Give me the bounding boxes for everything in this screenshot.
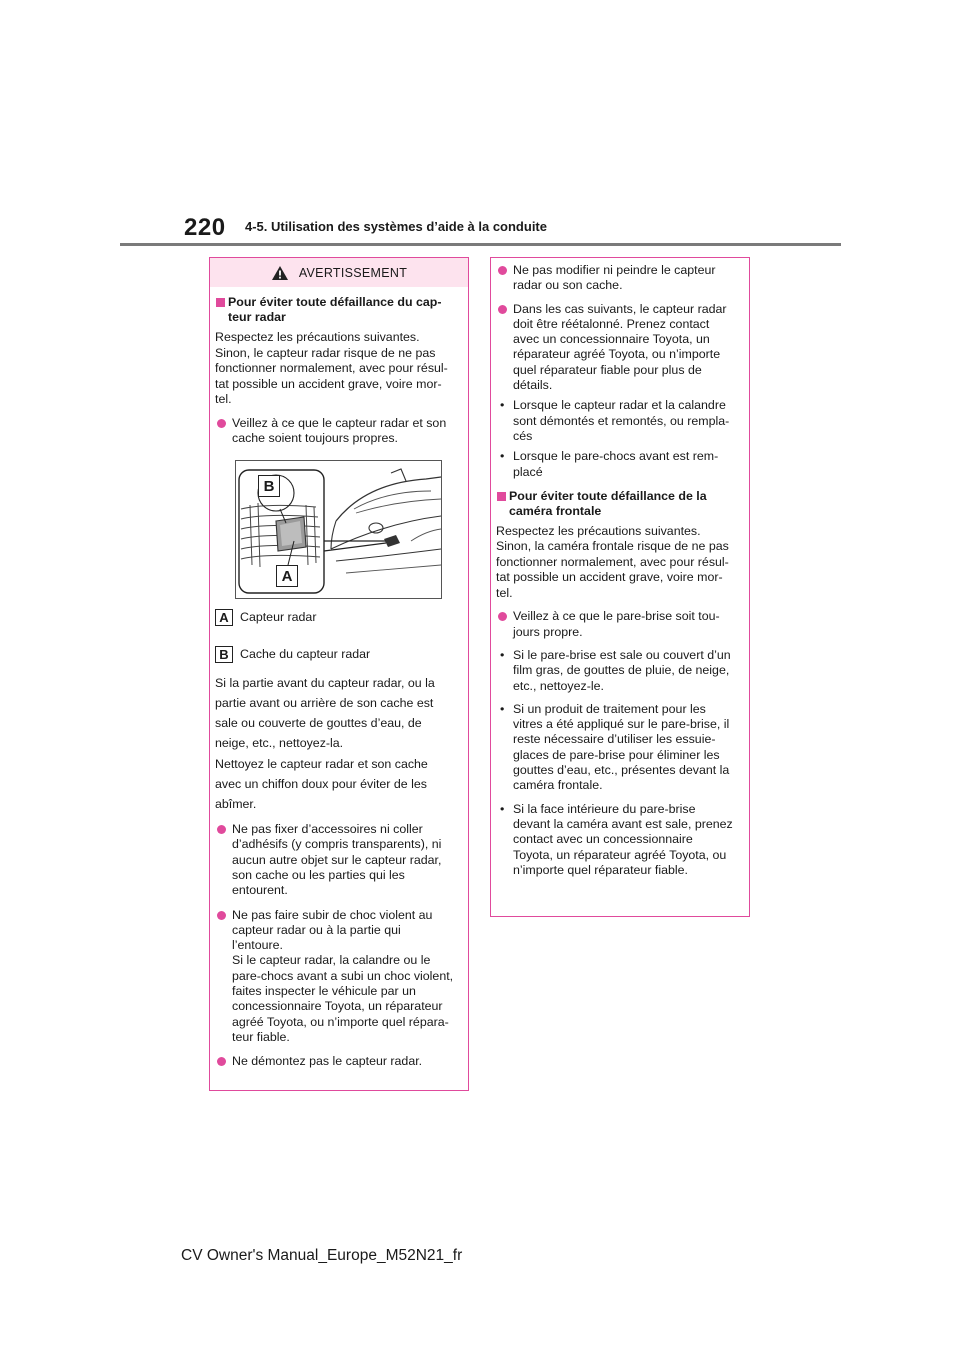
warning-header (210, 258, 468, 287)
sub-item-text: Si le pare-brise est sale ou couvert d’un film gras, de gouttes de pluie, de neige, etc., nettoyez-le. (513, 647, 731, 693)
legend-tag-a: A (215, 609, 233, 626)
warning-box-right (490, 257, 750, 917)
bullet-item: Ne démontez pas le capteur radar. (215, 1054, 462, 1069)
warning-box-left (209, 257, 469, 1091)
page-header (0, 0, 960, 250)
legend-text-b: Cache du capteur radar (240, 647, 371, 662)
bullet-item: Ne pas fixer d’accessoires ni coller d’adhésifs (y compris transparents), ni aucun autre objet sur le capteur radar, son cache ou les parties qui les entourent. (215, 822, 462, 898)
bullet-item: Veillez à ce que le capteur radar et son cache soient toujours propres. (215, 416, 462, 447)
bullet-item: Dans les cas suivants, le capteur radar doit être réétalonné. Prenez contact avec un concessionnaire Toyota, un réparateur agréé Toyota, ou n’importe quel réparateur fiable pour plus de détails. (496, 302, 743, 394)
sub-item-text: Lorsque le pare-chocs avant est rem- placé (513, 449, 719, 479)
section-heading-camera: Pour éviter toute défaillance de la caméra frontale (496, 489, 743, 519)
section-title: 4-5. Utilisation des systèmes d’aide à la conduite (245, 219, 547, 234)
sub-item: • Lorsque le capteur radar et la calandre sont démontés et remontés, ou rempla- cés (500, 398, 730, 443)
warning-triangle-icon (271, 265, 289, 281)
cleaning-paragraph: Si la partie avant du capteur radar, ou la partie avant ou arrière de son cache est sale ou couverte de gouttes d’eau, de neige, etc., nettoyez-la. (215, 676, 435, 751)
legend-item-b (215, 645, 462, 663)
sub-item-text: Si la face intérieure du pare-brise devant la caméra avant est sale, prenez contact avec un concessionnaire Toyota, un réparateur agréé Toyota, ou n’importe quel réparateur fiable. (513, 801, 733, 877)
sub-item: • Si la face intérieure du pare-brise devant la caméra avant est sale, prenez contact avec un concessionnaire Toyota, un réparateur agréé Toyota, ou n’importe quel réparateur fiable. (500, 801, 733, 877)
sub-item-text: Lorsque le capteur radar et la calandre sont démontés et remontés, ou rempla- cés (513, 398, 730, 443)
legend-text-a: Capteur radar (240, 610, 317, 625)
figure-label-b: B (258, 475, 280, 497)
radar-sensor-figure (235, 460, 442, 599)
sub-item: • Si un produit de traitement pour les vitres a été appliqué sur le pare-brise, il reste nécessaire d’utiliser les essuie- glaces de pare-brise pour éliminer les gouttes d’eau, etc., présentes devant la caméra frontale. (500, 701, 730, 793)
intro-paragraph: Respectez les précautions suivantes. Sinon, la caméra frontale risque de ne pas fonctionner normalement, avec pour résul- tat possible un accident grave, voire mor- tel. (496, 523, 729, 600)
legend-tag-b: B (215, 646, 233, 663)
warning-label: AVERTISSEMENT (298, 265, 408, 280)
sub-item: • Si le pare-brise est sale ou couvert d’un film gras, de gouttes de pluie, de neige, etc., nettoyez-le. (500, 647, 731, 693)
page-footer: CV Owner's Manual_Europe_M52N21_fr (181, 1247, 463, 1264)
sub-item: • Lorsque le pare-chocs avant est rem- placé (500, 449, 719, 479)
cleaning-paragraph-2: Nettoyez le capteur radar et son cache avec un chiffon doux pour éviter de les abîmer. (215, 757, 428, 812)
legend-item-a (215, 608, 462, 626)
figure-label-a: A (276, 565, 298, 587)
header-rule (120, 243, 841, 246)
section-heading-radar: Pour éviter toute défaillance du cap- teur radar (215, 295, 462, 325)
sub-item-text: Si un produit de traitement pour les vitres a été appliqué sur le pare-brise, il reste nécessaire d’utiliser les essuie- glaces de pare-brise pour éliminer les gouttes d’eau, etc., présentes devant la caméra frontale. (513, 701, 730, 793)
bullet-item: Ne pas faire subir de choc violent au capteur radar ou à la partie qui l’entoure. Si le capteur radar, la calandre ou le pare-chocs avant a subi un choc violent, faites inspecter le véhicule par un concessionnaire Toyota, un réparateur agréé Toyota, ou n’importe quel répara- teur fiable. (215, 908, 462, 1046)
bullet-item: Ne pas modifier ni peindre le capteur radar ou son cache. (496, 263, 743, 294)
intro-paragraph: Respectez les précautions suivantes. Sinon, le capteur radar risque de ne pas fonctionner normalement, avec pour résul- tat possible un accident grave, voire mor- tel. (215, 330, 448, 406)
bullet-item: Veillez à ce que le pare-brise soit tou- jours propre. (496, 609, 743, 640)
page-number: 220 (184, 214, 226, 241)
